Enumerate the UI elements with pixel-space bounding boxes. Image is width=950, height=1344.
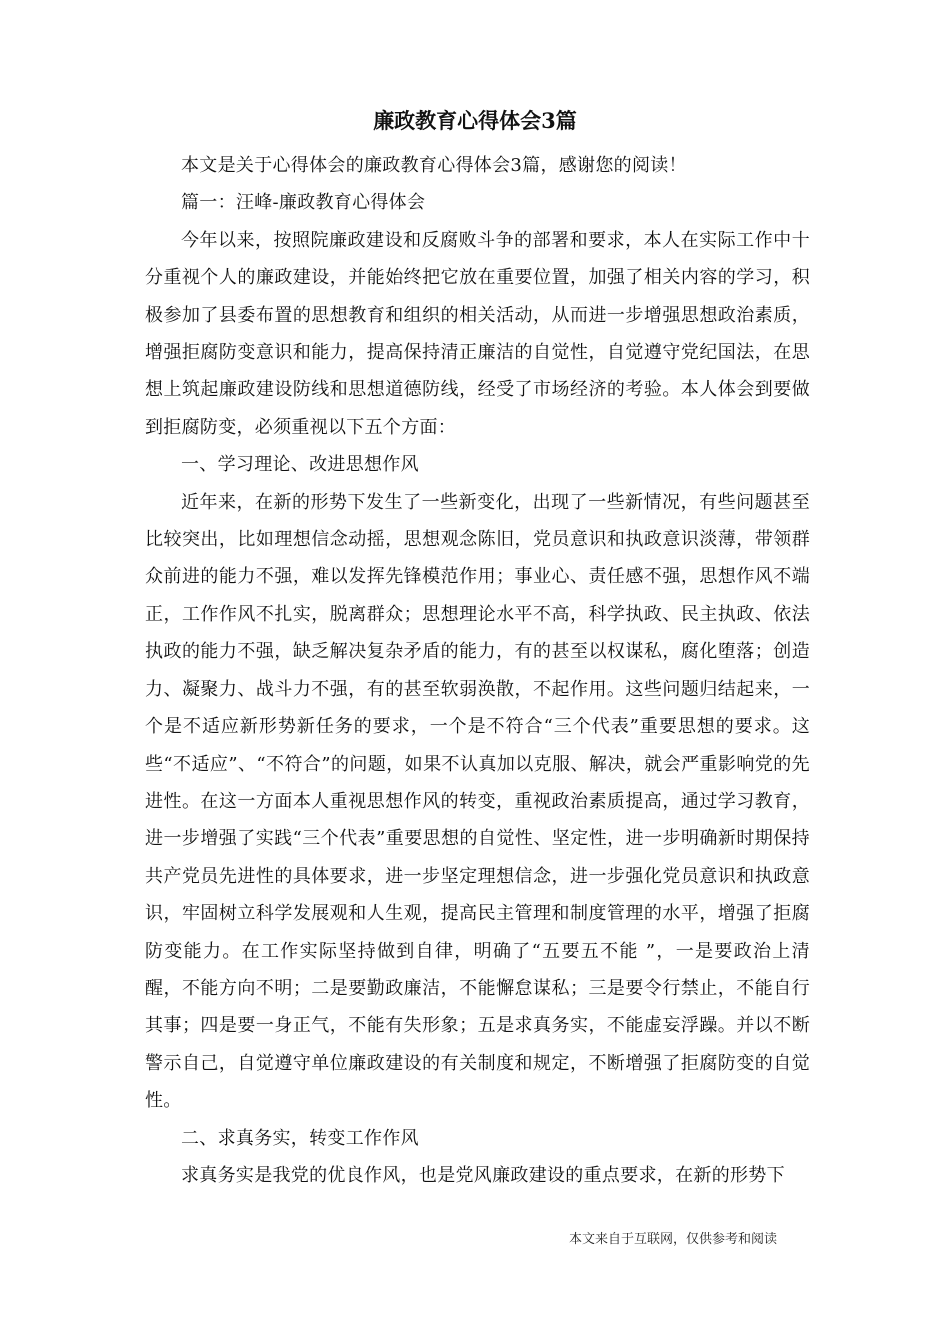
section-heading-part-one: 篇一：汪峰-廉政教育心得体会 bbox=[181, 192, 426, 214]
page-footer: 本文来自于互联网，仅供参考和阅读 bbox=[569, 1232, 778, 1247]
section-heading-one: 一、学习理论、改进思想作风 bbox=[181, 454, 419, 476]
body-paragraph: 今年以来，按照院廉政建设和反腐败斗争的部署和要求，本人在实际工作中十分重视个人的廉政建设，并能始终把它放在重要位置，加强了相关内容的学习，积极参加了县委布置的思想教育和组织的相关活动，从而进一步增强思想政治素质，增强拒腐防变意识和能力，提高保持清正廉洁的自觉性，自觉遵守党纪国法，在思想上筑起廉政建设防线和思想道德防线，经受了市场经济的考验。本人体会到要做到拒腐防变，必须重视以下五个方面： bbox=[145, 229, 810, 438]
document-body bbox=[145, 147, 810, 1194]
document-title: 廉政教育心得体会3篇 bbox=[373, 108, 577, 133]
intro-paragraph: 本文是关于心得体会的廉政教育心得体会3篇，感谢您的阅读！ bbox=[181, 155, 687, 176]
body-paragraph: 近年来，在新的形势下发生了一些新变化，出现了一些新情况，有些问题甚至比较突出，比如理想信念动摇，思想观念陈旧，党员意识和执政意识淡薄，带领群众前进的能力不强，难以发挥先锋模范作用；事业心、责任感不强，思想作风不端正，工作作风不扎实，脱离群众；思想理论水平不高，科学执政、民主执政、依法执政的能力不强，缺乏解决复杂矛盾的能力，有的甚至以权谋私，腐化堕落；创造力、凝聚力、战斗力不强，有的甚至软弱涣散，不起作用。这些问题归结起来，一个是不适应新形势新任务的要求，一个是不符合“三个代表”重要思想的要求。这些“不适应”、“不符合”的问题，如果不认真加以克服、解决，就会严重影响党的先进性。在这一方面本人重视思想作风的转变，重视政治素质提高，通过学习教育，进一步增强了实践“三个代表”重要思想的自觉性、坚定性，进一步明确新时期保持共产党员先进性的具体要求，进一步坚定理想信念，进一步强化党员意识和执政意识，牢固树立科学发展观和人生观，提高民主管理和制度管理的水平，增强了拒腐防变能力。在工作实际坚持做到自律，明确了“五要五不能 ”，一是要政治上清醒，不能方向不明；二是要勤政廉洁，不能懈怠谋私；三是要令行禁止，不能自行其事；四是要一身正气，不能有失形象；五是求真务实，不能虚妄浮躁。并以不断警示自己，自觉遵守单位廉政建设的有关制度和规定，不断增强了拒腐防变的自觉性。 bbox=[145, 491, 810, 1112]
section-heading-two: 二、求真务实，转变工作作风 bbox=[181, 1127, 419, 1149]
body-paragraph: 求真务实是我党的优良作风，也是党风廉政建设的重点要求，在新的形势下 bbox=[181, 1164, 785, 1186]
